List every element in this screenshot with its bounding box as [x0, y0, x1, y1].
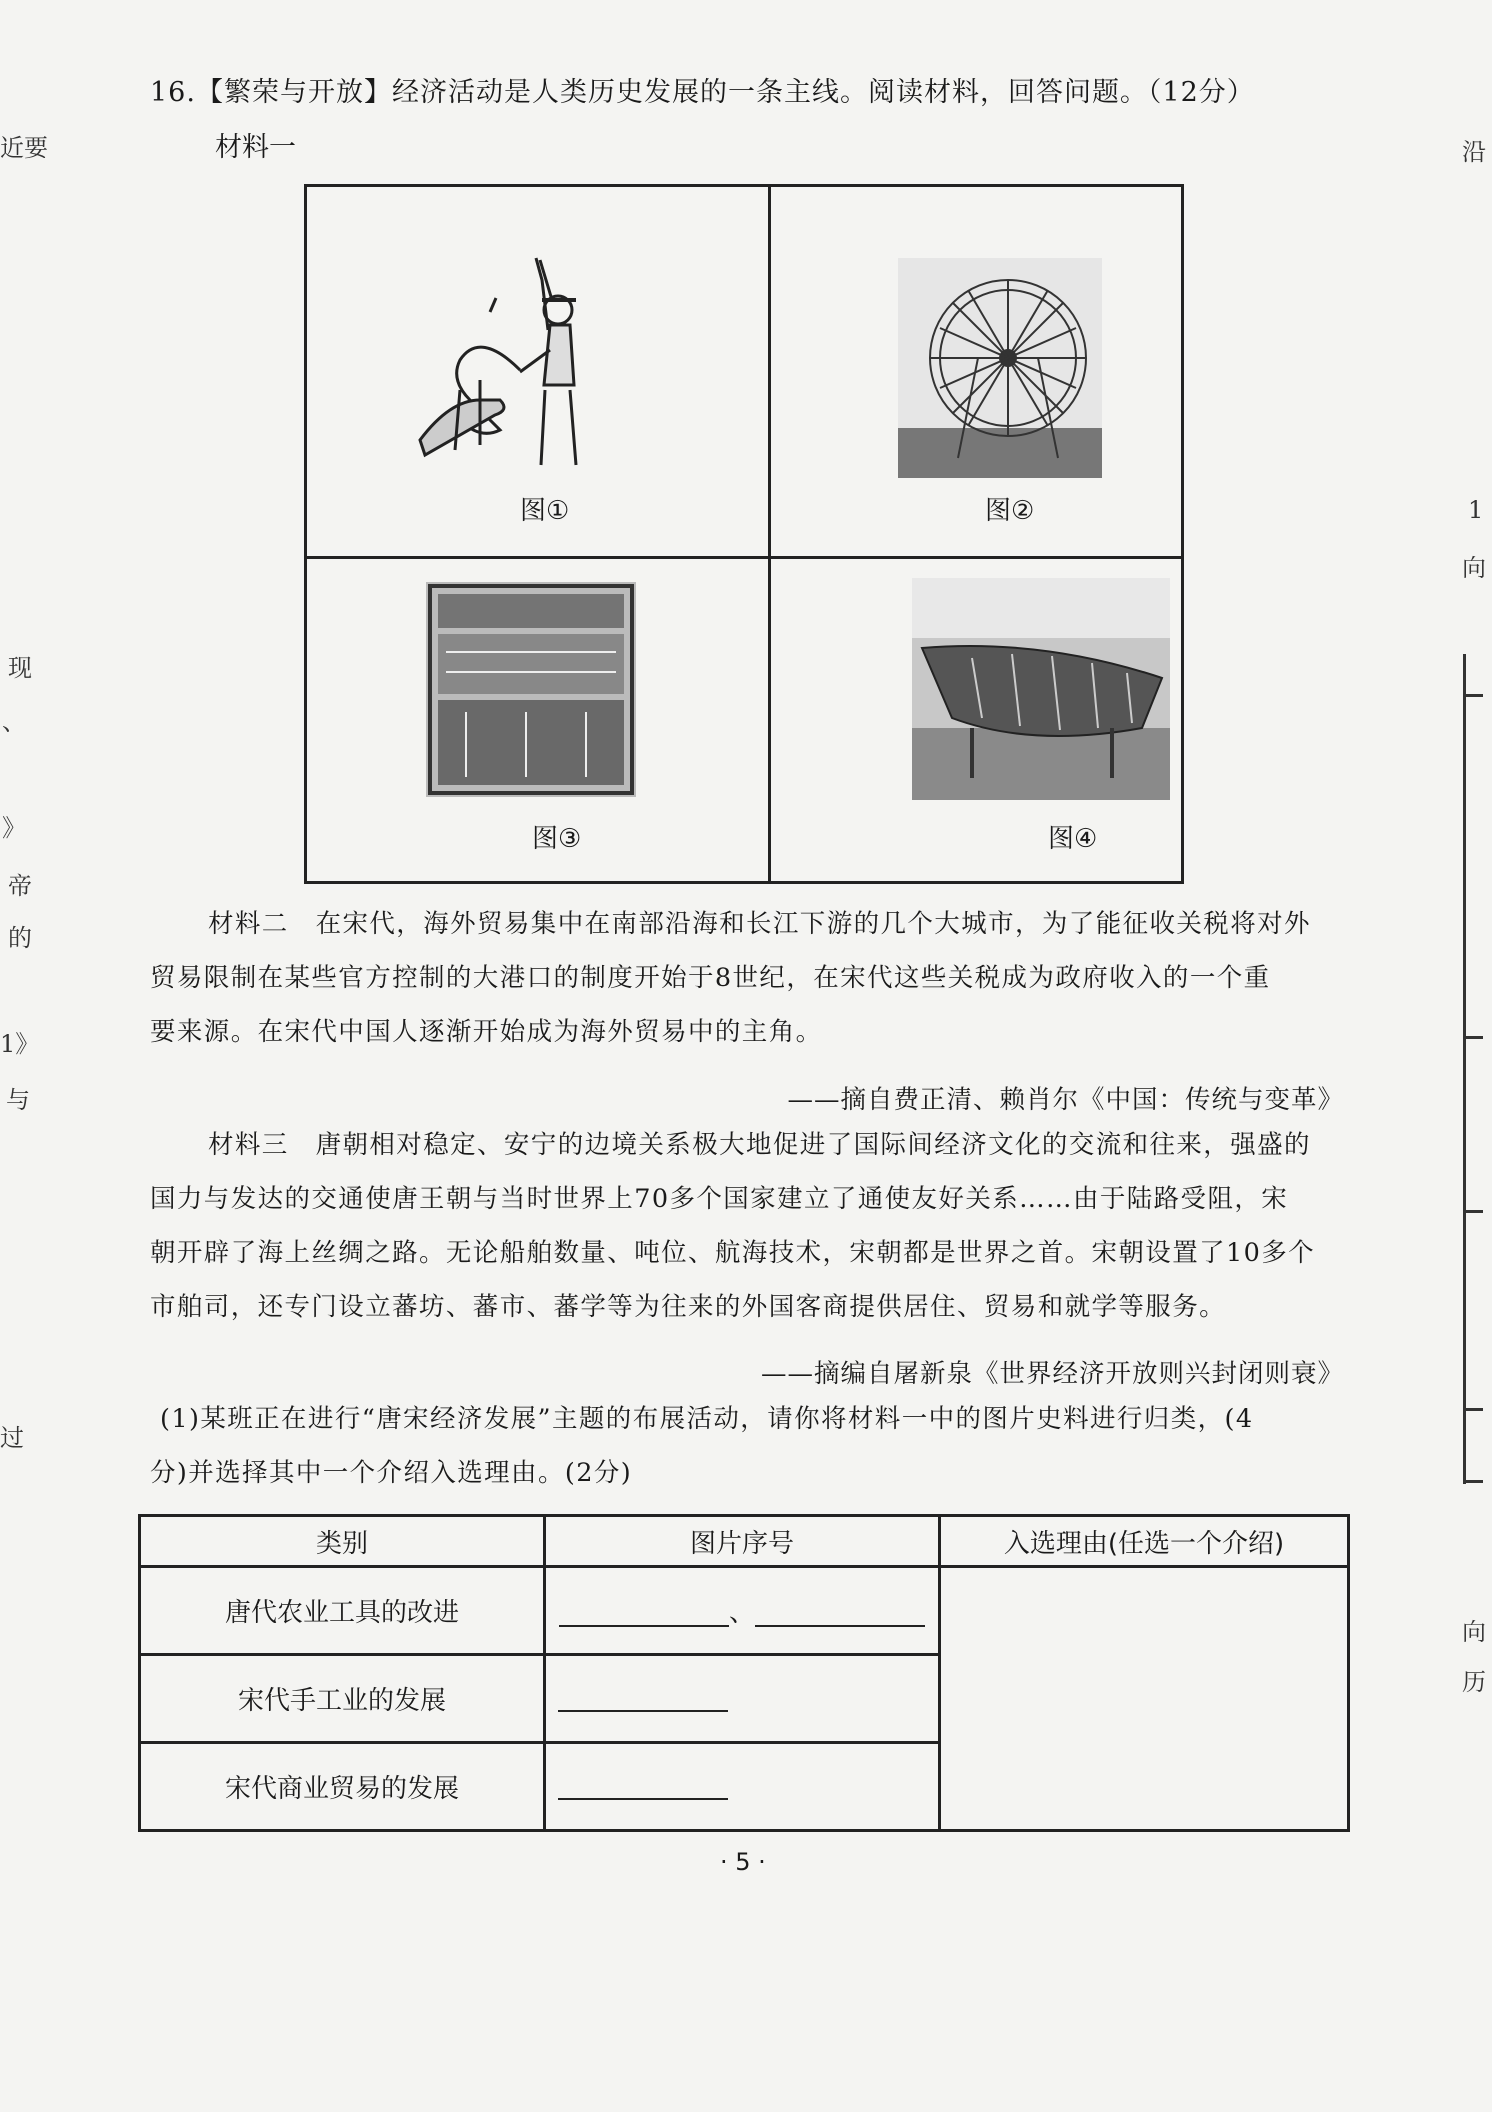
right-edge-rule — [1463, 654, 1466, 1484]
material2-line: 要来源。在宋代中国人逐渐开始成为海外贸易中的主角。 — [150, 1017, 823, 1047]
material3-paragraph — [150, 1118, 1350, 1334]
waterwheel-image — [898, 258, 1102, 478]
paper-money-image — [426, 582, 636, 797]
category-cell: 唐代农业工具的改进 — [140, 1567, 545, 1655]
margin-fragment-left: 、 — [2, 708, 26, 736]
material2-source: ——摘自费正清、赖肖尔《中国：传统与变革》 — [787, 1085, 1344, 1115]
material3-line: 朝开辟了海上丝绸之路。无论船舶数量、吨位、航海技术，宋朝都是世界之首。宋朝设置了10多个 — [150, 1238, 1316, 1268]
right-edge-tick — [1463, 1210, 1483, 1213]
material3-source: ——摘编自屠新泉《世界经济开放则兴封闭则衰》 — [760, 1359, 1344, 1389]
figure-number-cell[interactable] — [545, 1655, 940, 1743]
answer-blank[interactable] — [559, 1601, 729, 1627]
material2-line: 材料二 在宋代，海外贸易集中在南部沿海和长江下游的几个大城市，为了能征收关税将对外 — [208, 909, 1311, 939]
reason-answer-area[interactable] — [940, 1567, 1349, 1831]
category-cell: 宋代手工业的发展 — [140, 1655, 545, 1743]
margin-fragment-left: 过 — [0, 1424, 24, 1452]
figure-1-caption: 图① — [520, 496, 570, 526]
answer-table — [138, 1514, 1350, 1832]
margin-fragment-right: 历 — [1462, 1668, 1486, 1696]
margin-fragment-left: 近要 — [0, 134, 48, 162]
figure-4-caption: 图④ — [1048, 824, 1098, 854]
margin-fragment-left: 与 — [6, 1086, 30, 1114]
grid-divider-vertical — [768, 184, 771, 884]
right-edge-tick — [1463, 694, 1483, 697]
ancient-ship-image — [912, 578, 1170, 800]
answer-blank[interactable] — [558, 1774, 728, 1800]
grid-divider-horizontal — [304, 556, 1184, 559]
margin-fragment-right: 沿 — [1462, 138, 1486, 166]
margin-fragment-right: 向 — [1462, 554, 1486, 582]
right-edge-tick — [1463, 1036, 1483, 1039]
material1-label: 材料一 — [215, 132, 296, 163]
answer-blank[interactable] — [755, 1601, 925, 1627]
plow-farmer-image — [380, 240, 620, 480]
sub-question — [150, 1392, 1355, 1500]
table-row — [140, 1567, 1349, 1655]
blank-separator: 、 — [728, 1598, 755, 1628]
header-figure-number: 图片序号 — [545, 1516, 940, 1567]
header-category: 类别 — [140, 1516, 545, 1567]
header-reason: 入选理由(任选一个介绍) — [940, 1516, 1349, 1567]
margin-fragment-left: 1》 — [0, 1030, 40, 1058]
right-edge-tick — [1463, 1480, 1483, 1483]
question-title: 16.【繁荣与开放】经济活动是人类历史发展的一条主线。阅读材料，回答问题。（12分） — [150, 77, 1255, 108]
figure-2-caption: 图② — [985, 496, 1035, 526]
right-edge-tick — [1463, 1408, 1483, 1411]
material2-line: 贸易限制在某些官方控制的大港口的制度开始于8世纪，在宋代这些关税成为政府收入的一个重 — [150, 963, 1271, 993]
margin-fragment-left: 》 — [2, 814, 26, 842]
page-number: · 5 · — [720, 1848, 766, 1876]
margin-fragment-right: 1 — [1468, 496, 1484, 524]
sub-question-line: 分)并选择其中一个介绍入选理由。(2分) — [150, 1458, 633, 1488]
material3-line: 材料三 唐朝相对稳定、安宁的边境关系极大地促进了国际间经济文化的交流和往来，强盛的 — [208, 1130, 1311, 1160]
margin-fragment-right: 向 — [1462, 1618, 1486, 1646]
figure-number-cell[interactable] — [545, 1567, 940, 1655]
answer-blank[interactable] — [558, 1686, 728, 1712]
margin-fragment-left: 现 — [8, 654, 32, 682]
category-cell: 宋代商业贸易的发展 — [140, 1743, 545, 1831]
material3-line: 市舶司，还专门设立蕃坊、蕃市、蕃学等为往来的外国客商提供居住、贸易和就学等服务。 — [150, 1292, 1227, 1322]
material2-paragraph — [150, 897, 1350, 1059]
figure-number-cell[interactable] — [545, 1743, 940, 1831]
margin-fragment-left: 帝 — [8, 872, 32, 900]
margin-fragment-left: 的 — [8, 924, 32, 952]
figure-3-caption: 图③ — [532, 824, 582, 854]
material3-line: 国力与发达的交通使唐王朝与当时世界上70多个国家建立了通使友好关系……由于陆路受阻，宋 — [150, 1184, 1289, 1214]
sub-question-line: (1)某班正在进行“唐宋经济发展”主题的布展活动，请你将材料一中的图片史料进行归类，(4 — [160, 1404, 1254, 1434]
